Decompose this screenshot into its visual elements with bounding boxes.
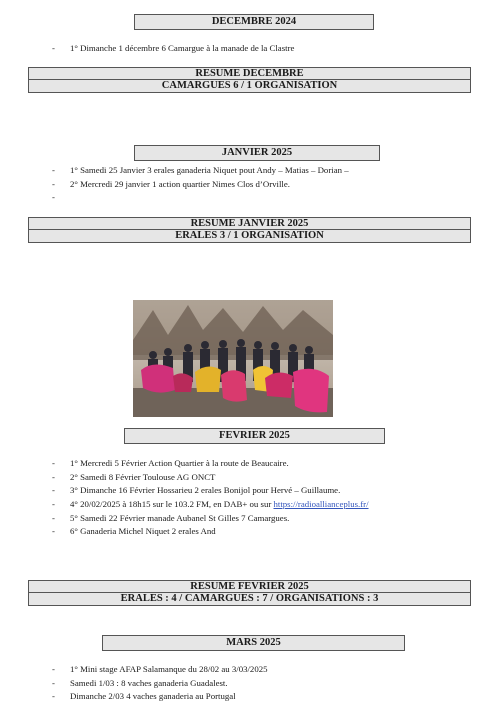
resume-fevrier (28, 580, 471, 606)
list-item: - Dimanche 2/03 4 vaches ganaderia au Portugal (52, 691, 236, 702)
resume-stats: ERALES 3 / 1 ORGANISATION (28, 230, 471, 243)
resume-title: RESUME FEVRIER 2025 (28, 580, 471, 593)
decembre-list (52, 42, 294, 56)
month-title: DECEMBRE 2024 (211, 16, 297, 27)
resume-janvier (28, 217, 471, 243)
month-title: JANVIER 2025 (221, 147, 293, 158)
list-item: - (52, 192, 55, 203)
list-item: - 1° Dimanche 1 décembre 6 Camargue à la manade de la Clastre (52, 43, 295, 53)
resume-stats: CAMARGUES 6 / 1 ORGANISATION (28, 80, 471, 93)
resume-title: RESUME JANVIER 2025 (28, 217, 471, 230)
mars-list (52, 663, 268, 704)
list-item: - 3° Dimanche 16 Février Hossarieu 2 erales Bonijol pour Hervé – Guillaume. (52, 485, 341, 496)
resume-title: RESUME DECEMBRE (28, 67, 471, 80)
month-header-mars (102, 635, 405, 651)
list-item: - 1° Samedi 25 Janvier 3 erales ganaderia Niquet pout Andy – Matias – Dorian – (52, 165, 349, 175)
resume-stats: ERALES : 4 / CAMARGUES : 7 / ORGANISATIONS : 3 (28, 593, 471, 606)
list-item: - 1° Mercredi 5 Février Action Quartier à la route de Beaucaire. (52, 458, 289, 468)
resume-decembre (28, 67, 471, 93)
fevrier-list (52, 457, 369, 539)
list-item: - Samedi 1/03 : 8 vaches ganaderia Guadalest. (52, 677, 228, 688)
month-header-fevrier (124, 428, 385, 444)
month-title: MARS 2025 (226, 637, 281, 648)
list-item: - 5° Samedi 22 Février manade Aubanel St Gilles 7 Camargues. (52, 512, 290, 523)
radio-link[interactable]: https://radioallianceplus.fr/ (273, 499, 369, 510)
month-header-decembre (134, 14, 374, 30)
list-item: - 6° Ganaderia Michel Niquet 2 erales And (52, 526, 216, 537)
month-title: FEVRIER 2025 (219, 430, 290, 441)
list-item: - 2° Mercredi 29 janvier 1 action quartier Nimes Clos d’Orville. (52, 178, 290, 189)
group-photo (133, 300, 333, 417)
list-item: - 4° 20/02/2025 à 18h15 sur le 103.2 FM, en DAB+ ou sur https://radioallianceplus.fr/ (52, 499, 369, 510)
list-item: - 1° Mini stage AFAP Salamanque du 28/02 au 3/03/2025 (52, 664, 268, 674)
janvier-list (52, 164, 349, 205)
month-header-janvier (134, 145, 380, 161)
group-photo-image (133, 300, 333, 417)
list-item: - 2° Samedi 8 Février Toulouse AG ONCT (52, 471, 216, 482)
